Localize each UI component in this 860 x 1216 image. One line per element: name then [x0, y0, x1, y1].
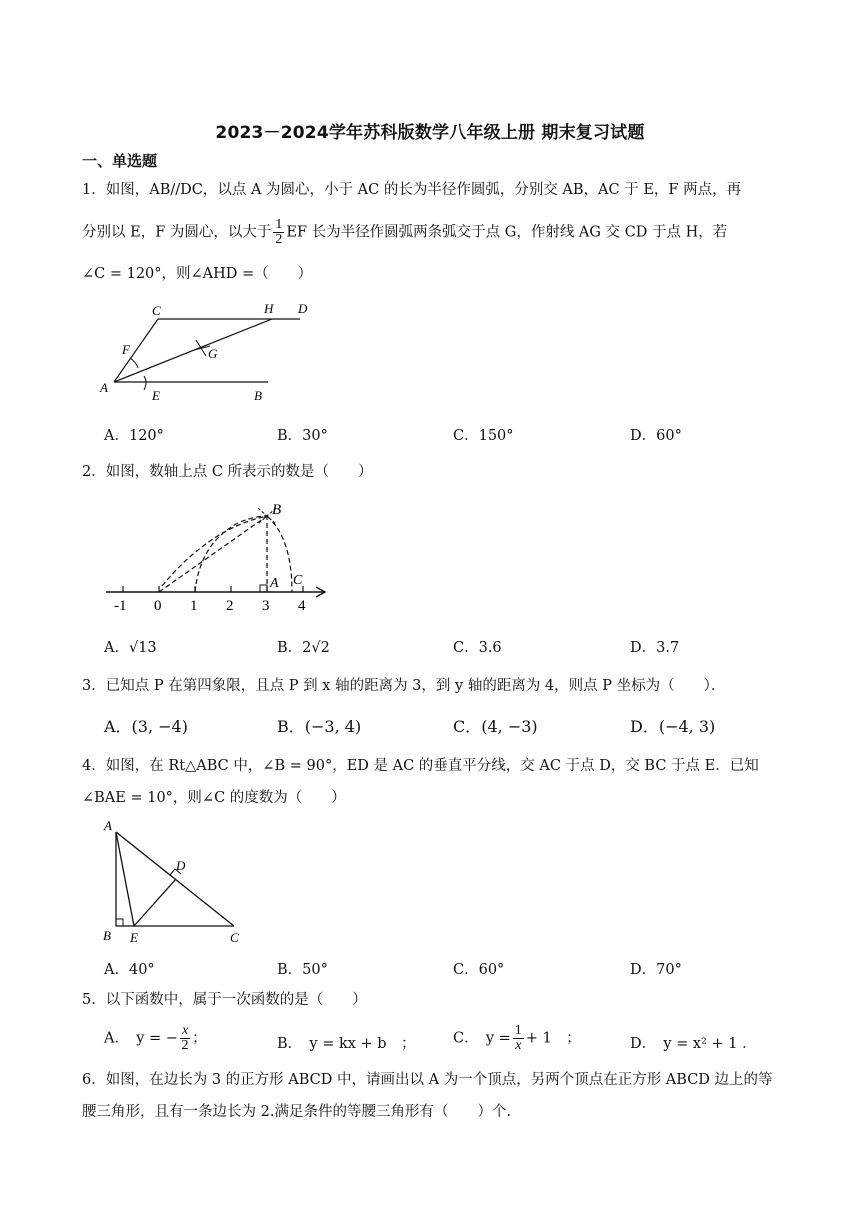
q1-fraction	[273, 218, 284, 247]
q5-option-c-fraction	[513, 1024, 524, 1053]
q4-label-e: E	[130, 930, 138, 945]
q4-line2: ∠BAE = 10°，则∠C 的度数为（ ）	[82, 790, 346, 806]
q1-line3: ∠C = 120°，则∠AHD =（ ）	[82, 266, 313, 282]
q6-line2: 腰三角形，且有一条边长为 2.满足条件的等腰三角形有（ ）个.	[82, 1104, 512, 1120]
q2-tick-1: 1	[190, 598, 198, 614]
q2-number-line-figure	[100, 492, 336, 620]
q2-label-b: B	[272, 502, 282, 518]
q1-line1: 1．如图，AB//DC，以点 A 为圆心，小于 AC 的长为半径作圆弧，分别交 AB，AC 于 E，F 两点，再	[82, 182, 742, 198]
q6-line1: 6．如图，在边长为 3 的正方形 ABCD 中，请画出以 A 为一个顶点，另两个顶点在正方形 ABCD 边上的等	[82, 1072, 773, 1088]
q1-frac-den: 2	[275, 232, 283, 247]
q5-option-a-num: x	[181, 1023, 189, 1038]
q1-option-a[interactable]: A．120°	[104, 428, 164, 444]
q5-option-b[interactable]: B． y = kx + b ；	[277, 1036, 416, 1052]
q5-option-c-post: + 1 ；	[525, 1030, 581, 1047]
q1-line-ac	[114, 319, 158, 382]
q2-tick-4: 4	[298, 598, 306, 614]
q2-right-angle	[260, 585, 267, 592]
q3-option-a[interactable]: A．(3, −4)	[104, 717, 188, 736]
q3-option-d[interactable]: D．(−4, 3)	[630, 717, 716, 736]
q5-stem: 5．以下函数中，属于一次函数的是（ ）	[82, 992, 367, 1008]
q1-line2	[82, 218, 727, 247]
q1-figure	[96, 298, 326, 408]
q2-stem: 2．如图，数轴上点 C 所表示的数是（ ）	[82, 464, 373, 480]
q1-line2-a: 分别以 E，F 为圆心，以大于	[82, 224, 272, 241]
q1-label-c: C	[152, 303, 161, 318]
q1-arc-f	[130, 358, 138, 368]
q4-segment-ae	[116, 832, 134, 926]
page-title: 2023－2024学年苏科版数学八年级上册 期末复习试题	[215, 123, 645, 143]
q4-label-a: A	[104, 818, 112, 833]
q5-option-c[interactable]	[453, 1024, 581, 1053]
q1-option-c[interactable]: C．150°	[453, 428, 514, 444]
q2-option-b[interactable]: B．2√2	[277, 640, 330, 656]
q2-option-c[interactable]: C．3.6	[453, 640, 502, 656]
q2-tick-0: 0	[154, 598, 162, 614]
q4-option-d[interactable]: D．70°	[630, 962, 682, 978]
q5-option-a-post: ；	[192, 1030, 207, 1047]
q5-option-c-pre: C． y =	[453, 1030, 511, 1047]
q3-stem: 3．已知点 P 在第四象限，且点 P 到 x 轴的距离为 3，到 y 轴的距离为 4，则点 P 坐标为（ ）．	[82, 678, 726, 694]
q1-ray-ah	[114, 319, 272, 382]
q1-arc-e	[144, 376, 146, 390]
q4-right-angle-b	[116, 919, 123, 926]
q2-option-d[interactable]: D．3.7	[630, 640, 680, 656]
q3-option-c[interactable]: C．(4, −3)	[453, 717, 538, 736]
q2-hypotenuse	[159, 516, 267, 592]
q5-option-a[interactable]	[104, 1024, 207, 1053]
q4-option-b[interactable]: B．50°	[277, 962, 328, 978]
q4-segment-ed	[134, 879, 176, 926]
q4-side-ac	[116, 832, 234, 926]
q3-option-b[interactable]: B．(−3, 4)	[277, 717, 362, 736]
section-heading: 一、单选题	[82, 152, 158, 170]
q4-label-b: B	[103, 928, 111, 943]
q1-label-f: F	[122, 342, 130, 357]
q5-option-a-den: 2	[181, 1038, 189, 1053]
q2-tick-m1: -1	[114, 598, 127, 614]
q2-label-a: A	[270, 576, 279, 591]
q2-tick-3: 3	[262, 598, 270, 614]
q2-arc-to-b	[195, 516, 267, 592]
q1-line2-b: EF 长为半径作圆弧两条弧交于点 G，作射线 AG 交 CD 于点 H，若	[286, 224, 728, 241]
q5-option-d[interactable]: D． y = x² + 1 ．	[630, 1036, 757, 1052]
q1-option-d[interactable]: D．60°	[630, 428, 682, 444]
q1-label-d: D	[298, 301, 308, 316]
q5-option-a-fraction	[180, 1024, 190, 1053]
q1-frac-num: 1	[275, 217, 283, 232]
q5-option-a-pre: A． y = −	[104, 1030, 178, 1047]
q2-label-c: C	[293, 573, 303, 588]
q4-option-a[interactable]: A．40°	[104, 962, 155, 978]
q2-option-a[interactable]: A．√13	[104, 640, 157, 656]
q4-label-c: C	[230, 930, 239, 945]
q1-label-g: G	[208, 346, 218, 361]
q1-option-b[interactable]: B．30°	[277, 428, 328, 444]
q2-tick-2: 2	[226, 598, 234, 614]
q4-line1: 4．如图，在 Rt△ABC 中，∠B = 90°，ED 是 AC 的垂直平分线，交 AC 于点 D，交 BC 于点 E．已知	[82, 758, 759, 774]
q1-label-e: E	[152, 388, 160, 403]
q4-triangle-figure	[100, 818, 250, 948]
q5-option-c-den: x	[515, 1038, 522, 1053]
q5-option-c-num: 1	[514, 1023, 522, 1038]
q1-label-h: H	[264, 301, 274, 316]
q1-label-a: A	[100, 380, 108, 395]
q1-label-b: B	[254, 388, 262, 403]
q4-option-c[interactable]: C．60°	[453, 962, 505, 978]
q4-label-d: D	[176, 858, 186, 873]
